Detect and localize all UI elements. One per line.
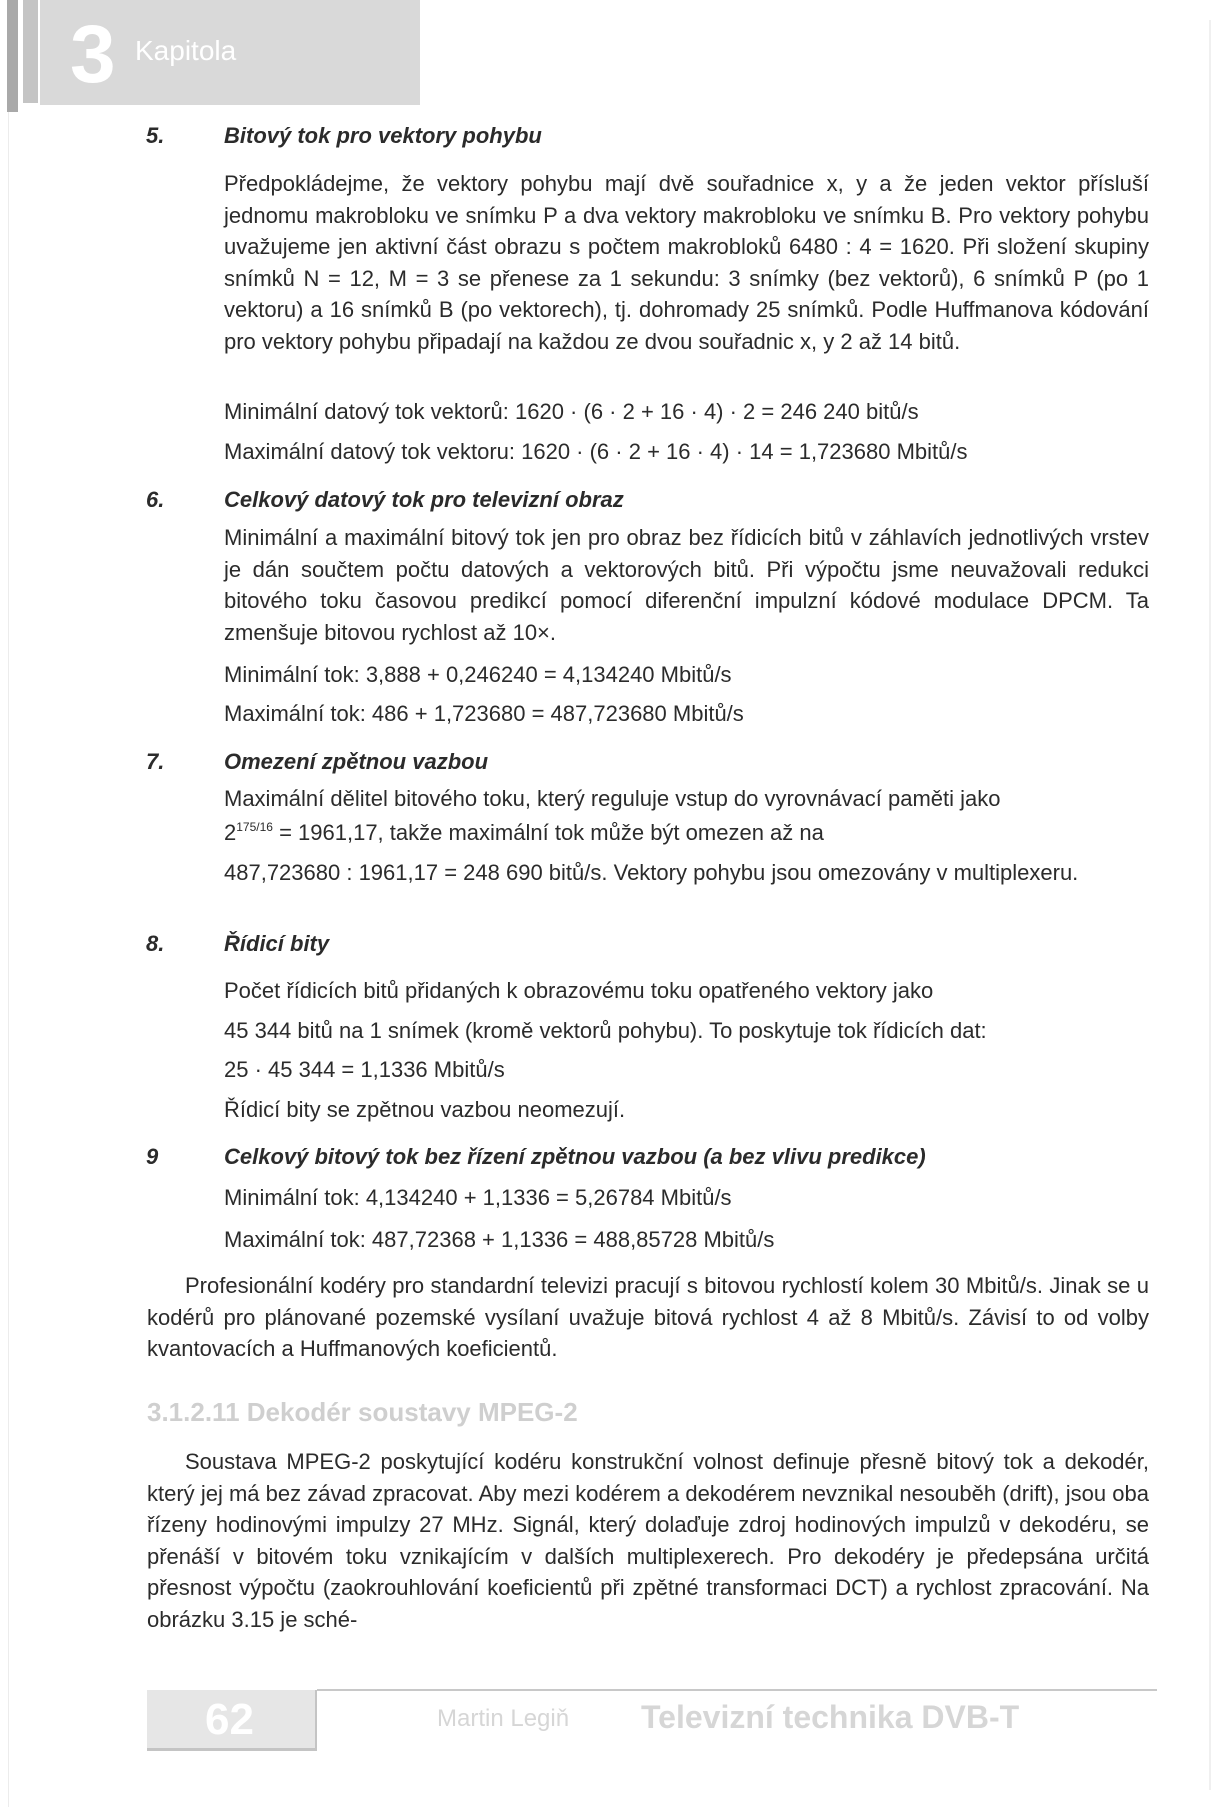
item-number: 8. [146, 931, 165, 956]
item-line: Řídicí bity se zpětnou vazbou neomezují. [224, 1097, 626, 1122]
item-heading: Omezení zpětnou vazbou [224, 749, 489, 774]
item-number: 5. [146, 123, 165, 148]
closing-paragraph: Profesionální kodéry pro standardní televizi pracují s bitovou rychlostí kolem 30 Mbitů/s. Jinak se u kodérů pro plánované pozemské vysílaní uvažuje bitová rychlost 4 až 8 Mbitů/s. Závisí to od volby kvantovacích a Huffmanových koeficientů. [147, 1273, 1149, 1361]
footer-rule [317, 1689, 1157, 1691]
item-heading: Celkový bitový tok bez řízení zpětnou vazbou (a bez vlivu predikce) [224, 1144, 926, 1169]
item-paragraph: Předpokládejme, že vektory pohybu mají dvě souřadnice x, y a že jeden vektor přísluší jednomu makrobloku ve snímku P a dva vektory makrobloku ve snímku B. Pro vektory pohybu uvažujeme jen aktivní část obrazu s počtem makrobloků 6480 : 4 = 1620. Při složení skupiny snímků N = 12, M = 3 se přenese za 1 sekundu: 3 snímky (bez vektorů), 6 snímků P (po 1 vektoru) a 16 snímků B (po vektorech), tj. dohromady 25 snímků. Podle Huffmanova kódování pro vektory pohybu připadají na každou ze dvou souřadnic x, y 2 až 14 bitů. [224, 171, 1149, 354]
chapter-label: Kapitola [135, 35, 237, 66]
section-paragraph: Soustava MPEG-2 poskytující kodéru konstrukční volnost definuje přesně bitový tok a dekodér, který jej má bez závad zpracovat. Aby mezi kodérem a dekodérem nevznikal nesouběh (drift), jsou oba řízeny hodinovými impulzy 27 MHz. Signál, který dolaďuje zdroj hodinových impulzů v dekodéru, se přenáší v bitovém toku vznikajícím v dalších multiplexerech. Pro dekodéry je předepsána určitá přesnost výpočtu (zaokrouhlování koeficientů při zpětné transformaci DCT) a rychlost zpracování. Na obrázku 3.15 je sché- [147, 1449, 1149, 1632]
item-paragraph: 487,723680 : 1961,17 = 248 690 bitů/s. Vektory pohybu jsou omezovány v multiplexeru. [224, 860, 1079, 885]
item-number: 9 [146, 1144, 159, 1169]
formula-line: Maximální tok: 486 + 1,723680 = 487,723680 Mbitů/s [224, 701, 744, 726]
chapter-number: 3 [70, 9, 116, 100]
power-exponent: 175/16 [236, 820, 273, 834]
formula-line: Maximální tok: 487,72368 + 1,1336 = 488,85728 Mbitů/s [224, 1227, 775, 1252]
item-number: 6. [146, 487, 165, 512]
page-spine-edge [8, 112, 9, 1807]
item-line: 45 344 bitů na 1 snímek (kromě vektorů pohybu). To poskytuje tok řídicích dat: [224, 1018, 987, 1043]
power-expression [224, 819, 824, 847]
footer-book-title: Televizní technika DVB-T [641, 1699, 1020, 1735]
item-heading: Bitový tok pro vektory pohybu [224, 123, 542, 148]
formula-line: Minimální tok: 4,134240 + 1,1336 = 5,26784 Mbitů/s [224, 1185, 732, 1210]
page-number: 62 [205, 1695, 254, 1744]
formula-line: Maximální datový tok vektoru: 1620 · (6 · 2 + 16 · 4) · 14 = 1,723680 Mbitů/s [224, 439, 968, 464]
power-rest: = 1961,17, takže maximální tok může být omezen až na [272, 820, 824, 845]
page-right-edge [1209, 20, 1211, 1790]
section-heading: 3.1.2.11 Dekodér soustavy MPEG-2 [147, 1397, 578, 1427]
formula-line: Minimální datový tok vektorů: 1620 · (6 · 2 + 16 · 4) · 2 = 246 240 bitů/s [224, 399, 919, 424]
formula-line: 25 · 45 344 = 1,1336 Mbitů/s [224, 1057, 505, 1082]
item-paragraph: Minimální a maximální bitový tok jen pro obraz bez řídicích bitů v záhlavích jednotlivých vrstev je dán součtem počtu datových a vektorových bitů. Při výpočtu jsme neuvažovali redukci bitového toku časovou predikcí pomocí diferenční impulzní kódové modulace DPCM. Ta zmenšuje bitovou rychlost až 10×. [224, 525, 1149, 645]
binding-stripe-light [23, 0, 38, 103]
item-heading: Celkový datový tok pro televizní obraz [224, 487, 624, 512]
power-base: 2 [224, 820, 237, 845]
binding-stripe-dark [7, 0, 18, 112]
item-heading: Řídicí bity [224, 931, 330, 956]
item-line: Maximální dělitel bitového toku, který reguluje vstup do vyrovnávací paměti jako [224, 786, 1001, 811]
footer-author: Martin Legiň [437, 1705, 570, 1732]
item-line: Počet řídicích bitů přidaných k obrazovému toku opatřeného vektory jako [224, 978, 934, 1003]
item-number: 7. [146, 749, 165, 774]
formula-line: Minimální tok: 3,888 + 0,246240 = 4,134240 Mbitů/s [224, 662, 732, 687]
